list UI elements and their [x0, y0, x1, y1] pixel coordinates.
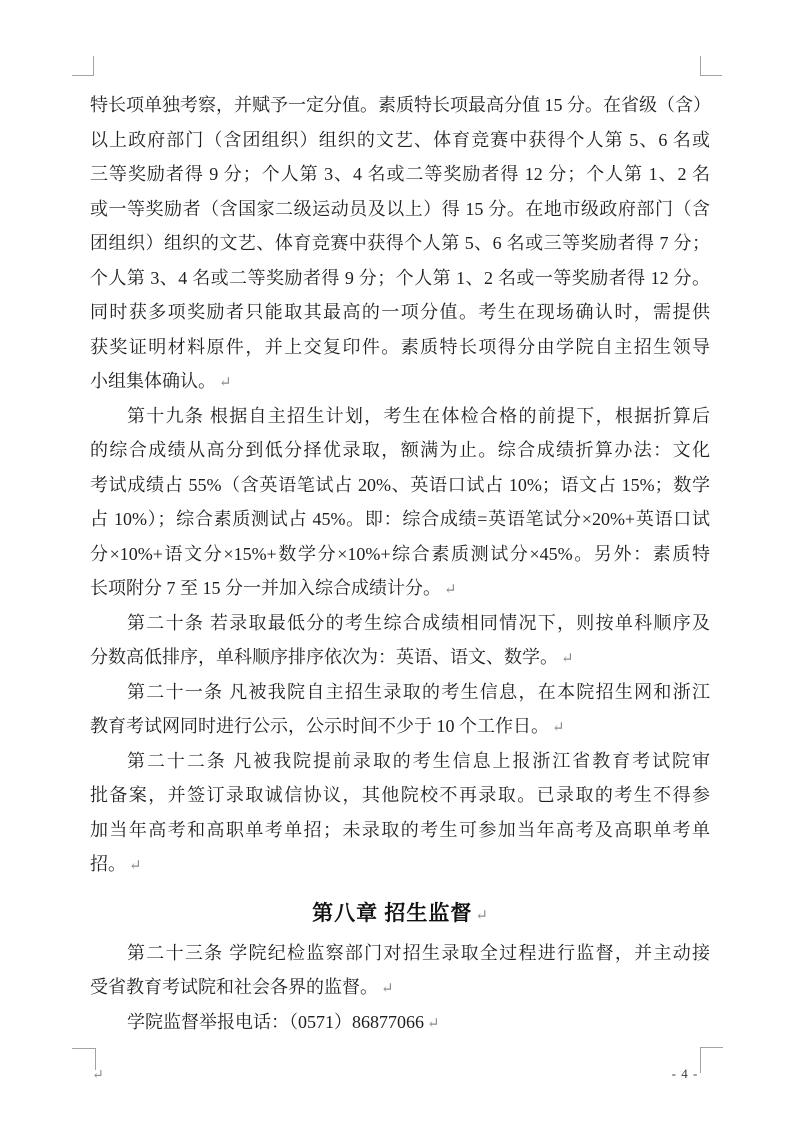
line-text: 第二十二条 凡被我院提前录取的考生信息上报浙江省教育考试院审	[127, 750, 710, 771]
line-text: 加当年高考和高职单考单招；未录取的考生可参加当年高考及高职单考单	[90, 819, 710, 840]
text-line	[90, 778, 710, 813]
paragraph-mark-icon: ↵	[561, 651, 574, 667]
text-line	[90, 330, 710, 365]
text-line	[90, 606, 710, 641]
paragraph-mark-icon: ↵	[552, 720, 565, 736]
text-line	[90, 537, 710, 572]
line-text: 团组织）组织的文艺、体育竞赛中获得个人第 5、6 名或三等奖励者得 7 分；	[90, 233, 710, 253]
line-text: 分×10%+语文分×15%+数学分×10%+综合素质测试分×45%。另外：素质特	[90, 543, 710, 564]
text-line	[90, 123, 710, 158]
paragraph-mark-icon: ↵	[475, 907, 488, 924]
text-line	[90, 433, 710, 468]
line-text: 第八章 招生监督	[312, 900, 473, 925]
line-text: 小组集体确认。	[90, 371, 216, 391]
text-line	[90, 936, 710, 971]
line-text: 长项附分 7 至 15 分一并加入综合成绩计分。	[90, 578, 441, 598]
page-number: - 4 -	[671, 1066, 699, 1081]
text-line	[90, 813, 710, 848]
text-line	[90, 502, 710, 537]
line-text: 教育考试网同时进行公示，公示时间不少于 10 个工作日。	[90, 716, 549, 736]
text-line	[90, 571, 710, 606]
line-text: 三等奖励者得 9 分；个人第 3、4 名或二等奖励者得 12 分；个人第 1、2 名	[90, 164, 710, 184]
chapter-heading	[90, 890, 710, 936]
text-line	[90, 226, 710, 261]
line-text: 个人第 3、4 名或二等奖励者得 9 分；个人第 1、2 名或一等奖励者得 12 分。	[90, 267, 710, 288]
text-line	[90, 744, 710, 779]
line-text: 同时获多项奖励者只能取其最高的一项分值。考生在现场确认时，需提供	[90, 302, 710, 322]
text-line	[90, 261, 710, 296]
line-text: 分数高低排序，单科顺序排序依次为：英语、语文、数学。	[90, 647, 558, 667]
paragraph-mark-icon: ↵	[129, 858, 142, 874]
line-text: 的综合成绩从高分到低分择优录取，额满为止。综合成绩折算办法：文化	[90, 440, 710, 460]
paragraph-mark-icon: ↵	[427, 1015, 440, 1032]
line-text: 占 10%）；综合素质测试占 45%。即：综合成绩=英语笔试分×20%+英语口试	[90, 509, 710, 529]
text-line	[90, 709, 710, 744]
paragraph-mark-icon: ↵	[444, 582, 457, 598]
text-line	[90, 88, 710, 123]
text-line	[90, 970, 710, 1005]
line-text: 学院监督举报电话：（0571）86877066	[127, 1011, 424, 1032]
margin-crop-mark-top-right	[700, 56, 722, 76]
paragraph-mark-icon: ↵	[219, 375, 232, 391]
line-text: 特长项单独考察，并赋予一定分值。素质特长项最高分值 15 分。在省级（含）	[90, 95, 711, 115]
line-text: 以上政府部门（含团组织）组织的文艺、体育竞赛中获得个人第 5、6 名或	[90, 129, 710, 150]
text-line	[90, 847, 710, 882]
line-text: 第二十三条 学院纪检监察部门对招生录取全过程进行监督，并主动接	[127, 942, 710, 963]
margin-crop-mark-top-left	[72, 56, 94, 76]
line-text: 第二十一条 凡被我院自主招生录取的考生信息，在本院招生网和浙江	[127, 681, 710, 702]
line-text: 考试成绩占 55%（含英语笔试占 20%、英语口试占 10%；语文占 15%；数学	[90, 474, 710, 495]
line-text: 第二十条 若录取最低分的考生综合成绩相同情况下，则按单科顺序及	[127, 612, 710, 633]
text-line	[90, 157, 710, 192]
text-line	[90, 1005, 710, 1040]
text-line	[90, 399, 710, 434]
document-body	[90, 88, 710, 1039]
line-text: 批备案，并签订录取诚信协议，其他院校不再录取。已录取的考生不得参	[90, 785, 710, 805]
text-line	[90, 192, 710, 227]
text-line	[90, 364, 710, 399]
text-line	[90, 640, 710, 675]
text-line	[90, 468, 710, 503]
margin-crop-mark-bottom-left	[72, 1048, 96, 1070]
line-text: 招。	[90, 854, 126, 874]
footer-paragraph-mark-icon: ↵	[92, 1068, 104, 1083]
line-text: 获奖证明材料原件，并上交复印件。素质特长项得分由学院自主招生领导	[90, 336, 710, 357]
text-line	[90, 675, 710, 710]
text-line	[90, 295, 710, 330]
line-text: 或一等奖励者（含国家二级运动员及以上）得 15 分。在地市级政府部门（含	[90, 198, 710, 219]
paragraph-mark-icon: ↵	[381, 981, 394, 997]
line-text: 受省教育考试院和社会各界的监督。	[90, 977, 378, 997]
line-text: 第十九条 根据自主招生计划，考生在体检合格的前提下，根据折算后	[127, 405, 710, 426]
